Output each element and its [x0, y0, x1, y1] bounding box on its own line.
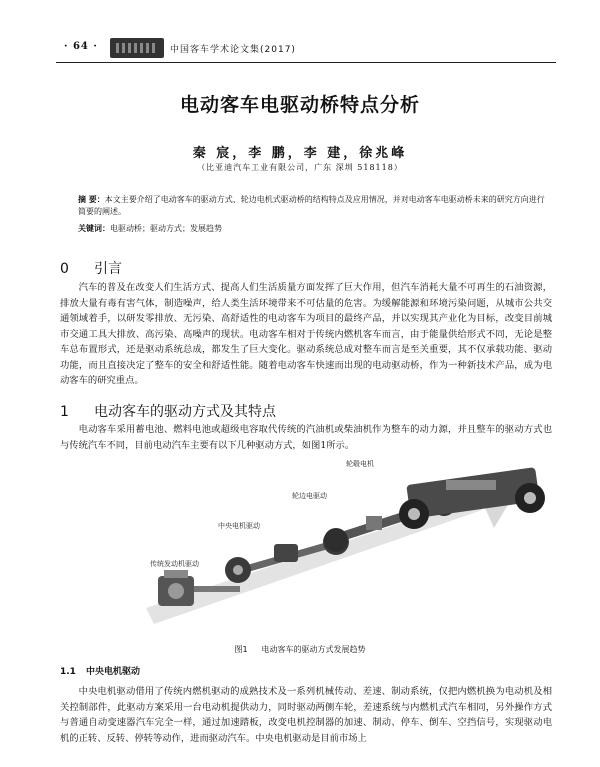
label-central: 中央电机驱动: [218, 522, 260, 530]
figure-caption-text: 电动客车的驱动方式发展趋势: [261, 645, 366, 654]
abstract-text: 本文主要介绍了电动客车的驱动方式、轮边电机式驱动桥的结构特点及应用情况，并对电动客车电驱动桥未来的研究方向进行简要的阐述。: [78, 195, 545, 216]
keywords-text: 电驱动桥；驱动方式；发展趋势: [110, 224, 222, 233]
paper-title: 电动客车电驱动桥特点分析: [179, 94, 420, 116]
journal-name: 中国客车学术论文集(2017): [170, 45, 296, 55]
section-1-number: 1: [60, 404, 69, 420]
label-traditional: 传统发动机驱动: [150, 560, 199, 568]
abstract-label: 摘 要：: [78, 195, 105, 204]
hub-motor-chassis-illustration: [399, 467, 545, 529]
abstract: [78, 194, 548, 218]
section-1-1-title: 中央电机驱动: [86, 667, 141, 677]
running-header: [56, 38, 556, 60]
section-0-heading: [60, 258, 122, 278]
section-1-heading: [60, 401, 276, 421]
keywords: [78, 223, 548, 234]
section-1-1-heading: [60, 664, 140, 677]
section-0-title: 引言: [94, 261, 122, 277]
figure-caption: [0, 644, 600, 655]
label-hub-motor: 轮毂电机: [346, 460, 374, 468]
section-1-paragraph: 电动客车采用蓄电池、燃料电池或超级电容取代传统的汽油机或柴油机作为整车的动力源，并且整车的驱动方式也与传统汽车不同，目前电动汽车主要有以下几种驱动方式，如图1所示。: [60, 424, 552, 451]
section-1-1-number: 1.1: [60, 667, 76, 677]
label-wheel-side: 轮边电驱动: [292, 492, 327, 500]
figure-1-drive-trend: [146, 458, 566, 636]
keywords-label: 关键词：: [78, 224, 110, 233]
section-0-paragraph: 汽车的普及在改变人们生活方式、提高人们生活质量方面发挥了巨大作用，但汽车消耗大量不可再生的石油资源，排放大量有毒有害气体，制造噪声，给人类生活环境带来不可估量的危害。为缓解能源和环境污染问题，从城市公共交通领域着手，以研发零排放、无污染、高舒适性的电动客车为项目的最终产品，并以实现其产业化为目标，改变目前城市交通工具大排放、高污染、高噪声的现状。电动客车相对于传统内燃机客车而言，由于能量供给形式不同，无论是整车总布置形式，还是驱动系统总成，都发生了巨大变化。驱动系统总成对整车而言是至关重要，其不仅承载功能、驱动功能，而且直接决定了整车的安全和舒适性能。随着电动客车快速而出现的电动驱动桥，作为一种新技术产品，成为电动客车的研究重点。: [60, 282, 552, 386]
figure-caption-label: 图1: [234, 645, 248, 654]
paper-authors: 秦 宸，李 鹏，李 建，徐兆峰: [192, 146, 408, 161]
section-1-1-paragraph: 中央电机驱动借用了传统内燃机驱动的成熟技术及一系列机械传动、差速、制动系统，仅把内燃机换为电动机及相关控制部件，此驱动方案采用一台电动机提供动力，同时驱动两侧车轮，差速系统与内燃机式汽车相同，另外操作方式与普通自动变速器汽车完全一样，通过加速踏板，改变电机控制器的加速、制动、停车、倒车、空挡信号，实现驱动电机的正转、反转、停转等动作，进而驱动汽车。中央电机驱动是目前市场上: [60, 686, 552, 744]
journal-logo: [110, 38, 164, 58]
header-rule: [56, 62, 556, 63]
page-number: · 64 ·: [64, 41, 98, 52]
section-0-number: 0: [60, 261, 69, 277]
section-1-title: 电动客车的驱动方式及其特点: [94, 404, 276, 420]
paper-affiliation: （比亚迪汽车工业有限公司，广东 深圳 518118）: [197, 163, 403, 172]
